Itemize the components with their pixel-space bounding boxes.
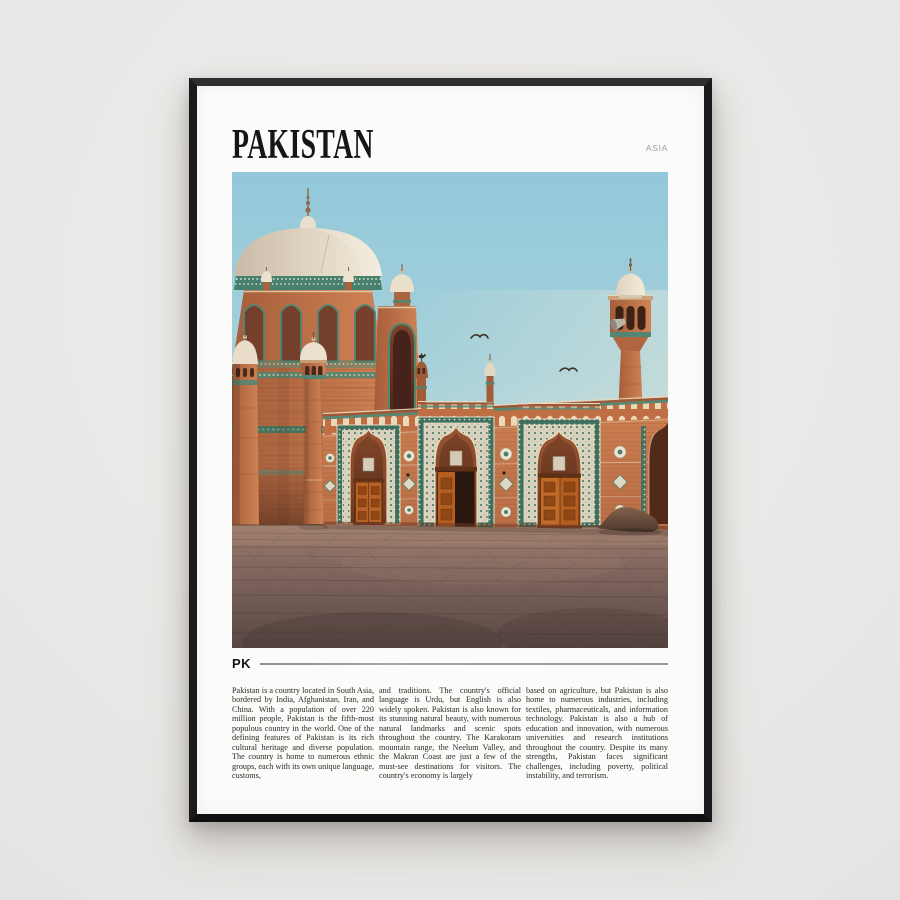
body-column-3: based on agriculture, but Pakistan is also home to numerous industries, including textiles, pharmaceuticals, and information technology. Pakistan is also a hub of education and innovation, with numerous universities and research institutions throughout the country. Despite its many strengths, Pakistan faces significant challenges, including poverty, political instability, and terrorism.: [526, 686, 668, 781]
body-text: [232, 686, 668, 781]
wooden-door-center: [434, 467, 478, 530]
photo-shrine-scene: [232, 172, 668, 648]
courtyard-ground: [232, 524, 668, 648]
raised-parapet-center: [418, 402, 494, 420]
wall-lamp: [406, 473, 409, 476]
left-corner-turret: [232, 331, 259, 525]
region-label: ASIA: [645, 143, 668, 153]
wall-lamp: [502, 471, 505, 474]
door-unit-right: [518, 419, 600, 529]
poster-title: PAKISTAN: [232, 122, 374, 168]
body-column-1: Pakistan is a country located in South Asia, bordered by India, Afghanistan, Iran, and China. With a population of over 220 million people, Pakistan is the fifth-most populous country in the world. One of the defining features of Pakistan is its rich cultural heritage and diverse population. The country is home to numerous ethnic groups, each with its own unique language, customs,: [232, 686, 374, 781]
body-column-2: and traditions. The country's official language is Urdu, but English is also widely spoken. Pakistan is also known for its stunning natural beauty, with numerous natural landmarks and scenic spots throughout the country. The Karakoram mountain range, the Neelum Valley, and the Makran Coast are just a few of the must-see destinations for visitors. The country's economy is largely: [379, 686, 521, 781]
raised-parapet-right: [518, 404, 600, 421]
picture-frame: [189, 78, 712, 822]
wooden-door-right: [537, 474, 582, 529]
wall-end-arch: [641, 423, 668, 524]
door-unit-left: [337, 425, 400, 525]
door-unit-center: [418, 417, 494, 530]
divider-line: [260, 663, 668, 665]
dome-fringe-band: [234, 274, 382, 290]
country-code: PK: [232, 656, 252, 671]
travel-poster: [197, 86, 704, 814]
